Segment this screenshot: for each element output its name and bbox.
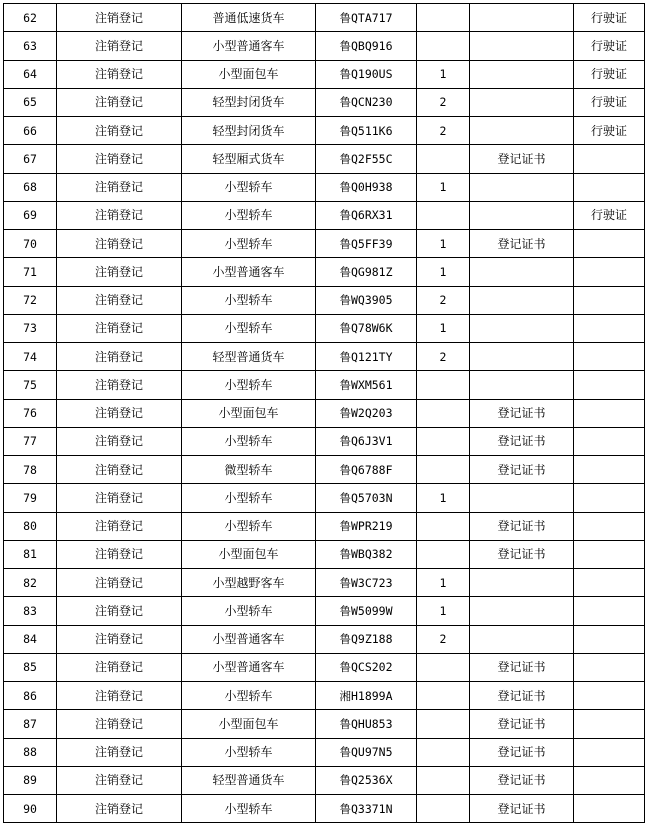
cell-registration-certificate: 登记证书 (470, 738, 574, 766)
cell-registration-certificate (470, 201, 574, 229)
cell-driving-license (574, 230, 645, 258)
cell-plates-recovered: 1 (417, 60, 470, 88)
cell-plate-number: 鲁Q511K6 (316, 117, 417, 145)
cell-row-number: 87 (4, 710, 57, 738)
cell-plates-recovered (417, 653, 470, 681)
cell-plates-recovered: 2 (417, 286, 470, 314)
cell-registration-certificate (470, 258, 574, 286)
table-row (4, 173, 645, 201)
cell-plates-recovered (417, 399, 470, 427)
cell-vehicle-type: 轻型厢式货车 (182, 145, 316, 173)
cell-registration-certificate (470, 625, 574, 653)
table-row (4, 597, 645, 625)
cell-registration-certificate (470, 371, 574, 399)
cell-plate-number: 鲁WPR219 (316, 512, 417, 540)
table-row (4, 4, 645, 32)
cell-plate-number: 鲁Q0H938 (316, 173, 417, 201)
cell-plate-number: 鲁QCS202 (316, 653, 417, 681)
cell-plates-recovered (417, 371, 470, 399)
cell-driving-license (574, 484, 645, 512)
cell-business-type: 注销登记 (57, 512, 182, 540)
cell-driving-license (574, 399, 645, 427)
cell-plates-recovered: 1 (417, 258, 470, 286)
cell-plate-number: 鲁Q5FF39 (316, 230, 417, 258)
cell-vehicle-type: 小型轿车 (182, 795, 316, 823)
cell-vehicle-type: 小型轿车 (182, 286, 316, 314)
cell-plate-number: 鲁W5099W (316, 597, 417, 625)
cell-plate-number: 鲁QCN230 (316, 88, 417, 116)
deregistration-table (3, 3, 645, 823)
cell-plates-recovered (417, 201, 470, 229)
cell-business-type: 注销登记 (57, 653, 182, 681)
cell-driving-license (574, 314, 645, 342)
cell-plate-number: 鲁Q6J3V1 (316, 427, 417, 455)
cell-driving-license (574, 286, 645, 314)
cell-driving-license (574, 427, 645, 455)
table-row (4, 710, 645, 738)
cell-registration-certificate (470, 173, 574, 201)
cell-plate-number: 鲁WBQ382 (316, 540, 417, 568)
table-row (4, 286, 645, 314)
cell-vehicle-type: 小型越野客车 (182, 569, 316, 597)
cell-driving-license (574, 597, 645, 625)
cell-row-number: 64 (4, 60, 57, 88)
cell-row-number: 63 (4, 32, 57, 60)
cell-plates-recovered (417, 456, 470, 484)
cell-row-number: 75 (4, 371, 57, 399)
cell-registration-certificate: 登记证书 (470, 399, 574, 427)
cell-row-number: 70 (4, 230, 57, 258)
table-row (4, 427, 645, 455)
cell-row-number: 88 (4, 738, 57, 766)
cell-registration-certificate (470, 343, 574, 371)
cell-driving-license (574, 512, 645, 540)
cell-plates-recovered (417, 738, 470, 766)
cell-plates-recovered: 2 (417, 88, 470, 116)
cell-vehicle-type: 小型面包车 (182, 540, 316, 568)
cell-vehicle-type: 小型轿车 (182, 173, 316, 201)
cell-registration-certificate (470, 88, 574, 116)
cell-registration-certificate (470, 484, 574, 512)
table-body (4, 4, 645, 823)
table-row (4, 371, 645, 399)
cell-business-type: 注销登记 (57, 795, 182, 823)
cell-plate-number: 鲁Q6788F (316, 456, 417, 484)
cell-business-type: 注销登记 (57, 230, 182, 258)
cell-business-type: 注销登记 (57, 738, 182, 766)
cell-driving-license (574, 766, 645, 794)
cell-plate-number: 鲁Q5703N (316, 484, 417, 512)
cell-business-type: 注销登记 (57, 597, 182, 625)
cell-plates-recovered: 2 (417, 625, 470, 653)
cell-plates-recovered (417, 32, 470, 60)
cell-registration-certificate: 登记证书 (470, 710, 574, 738)
table-row (4, 145, 645, 173)
cell-business-type: 注销登记 (57, 484, 182, 512)
cell-plates-recovered (417, 512, 470, 540)
cell-business-type: 注销登记 (57, 766, 182, 794)
cell-plates-recovered (417, 540, 470, 568)
cell-vehicle-type: 小型普通客车 (182, 32, 316, 60)
cell-vehicle-type: 小型轿车 (182, 371, 316, 399)
table-row (4, 682, 645, 710)
cell-plates-recovered (417, 766, 470, 794)
cell-row-number: 68 (4, 173, 57, 201)
cell-registration-certificate (470, 569, 574, 597)
cell-plates-recovered: 1 (417, 484, 470, 512)
cell-row-number: 69 (4, 201, 57, 229)
cell-row-number: 85 (4, 653, 57, 681)
cell-registration-certificate: 登记证书 (470, 795, 574, 823)
cell-registration-certificate: 登记证书 (470, 512, 574, 540)
cell-row-number: 83 (4, 597, 57, 625)
cell-business-type: 注销登记 (57, 625, 182, 653)
cell-row-number: 66 (4, 117, 57, 145)
cell-driving-license: 行驶证 (574, 201, 645, 229)
cell-vehicle-type: 轻型封闭货车 (182, 117, 316, 145)
table-row (4, 625, 645, 653)
cell-driving-license (574, 371, 645, 399)
cell-plate-number: 鲁Q190US (316, 60, 417, 88)
cell-plates-recovered: 1 (417, 314, 470, 342)
cell-business-type: 注销登记 (57, 371, 182, 399)
cell-vehicle-type: 小型轿车 (182, 682, 316, 710)
cell-driving-license (574, 456, 645, 484)
cell-registration-certificate: 登记证书 (470, 145, 574, 173)
cell-business-type: 注销登记 (57, 173, 182, 201)
table-row (4, 738, 645, 766)
cell-registration-certificate (470, 286, 574, 314)
cell-registration-certificate (470, 117, 574, 145)
cell-registration-certificate (470, 597, 574, 625)
cell-business-type: 注销登记 (57, 456, 182, 484)
cell-driving-license: 行驶证 (574, 32, 645, 60)
cell-registration-certificate (470, 4, 574, 32)
cell-plate-number: 鲁Q78W6K (316, 314, 417, 342)
table-row (4, 32, 645, 60)
cell-row-number: 73 (4, 314, 57, 342)
cell-business-type: 注销登记 (57, 399, 182, 427)
cell-plates-recovered (417, 145, 470, 173)
cell-plate-number: 鲁Q121TY (316, 343, 417, 371)
cell-business-type: 注销登记 (57, 343, 182, 371)
cell-plates-recovered (417, 427, 470, 455)
cell-plates-recovered: 1 (417, 597, 470, 625)
cell-driving-license (574, 569, 645, 597)
cell-row-number: 82 (4, 569, 57, 597)
cell-plate-number: 鲁Q9Z188 (316, 625, 417, 653)
cell-business-type: 注销登记 (57, 540, 182, 568)
table-row (4, 569, 645, 597)
cell-vehicle-type: 小型面包车 (182, 399, 316, 427)
cell-vehicle-type: 小型普通客车 (182, 653, 316, 681)
cell-vehicle-type: 小型轿车 (182, 738, 316, 766)
cell-registration-certificate (470, 32, 574, 60)
cell-plate-number: 鲁WQ3905 (316, 286, 417, 314)
cell-business-type: 注销登记 (57, 286, 182, 314)
cell-plates-recovered: 1 (417, 173, 470, 201)
cell-plates-recovered: 2 (417, 117, 470, 145)
cell-vehicle-type: 小型面包车 (182, 60, 316, 88)
cell-row-number: 76 (4, 399, 57, 427)
cell-row-number: 72 (4, 286, 57, 314)
table-row (4, 230, 645, 258)
cell-row-number: 67 (4, 145, 57, 173)
cell-vehicle-type: 微型轿车 (182, 456, 316, 484)
cell-driving-license (574, 682, 645, 710)
cell-vehicle-type: 轻型普通货车 (182, 766, 316, 794)
cell-plates-recovered: 2 (417, 343, 470, 371)
cell-vehicle-type: 小型面包车 (182, 710, 316, 738)
cell-business-type: 注销登记 (57, 427, 182, 455)
table-row (4, 314, 645, 342)
cell-row-number: 65 (4, 88, 57, 116)
cell-plate-number: 鲁Q6RX31 (316, 201, 417, 229)
cell-row-number: 84 (4, 625, 57, 653)
cell-plates-recovered (417, 4, 470, 32)
cell-driving-license (574, 653, 645, 681)
cell-business-type: 注销登记 (57, 60, 182, 88)
cell-row-number: 86 (4, 682, 57, 710)
table-row (4, 258, 645, 286)
cell-driving-license (574, 258, 645, 286)
table-row (4, 766, 645, 794)
table-row (4, 201, 645, 229)
cell-row-number: 74 (4, 343, 57, 371)
cell-business-type: 注销登记 (57, 145, 182, 173)
cell-business-type: 注销登记 (57, 682, 182, 710)
cell-vehicle-type: 轻型封闭货车 (182, 88, 316, 116)
cell-vehicle-type: 小型轿车 (182, 597, 316, 625)
cell-plate-number: 鲁QBQ916 (316, 32, 417, 60)
cell-plate-number: 鲁QHU853 (316, 710, 417, 738)
cell-row-number: 89 (4, 766, 57, 794)
cell-business-type: 注销登记 (57, 117, 182, 145)
cell-vehicle-type: 小型普通客车 (182, 258, 316, 286)
cell-registration-certificate: 登记证书 (470, 682, 574, 710)
cell-driving-license: 行驶证 (574, 60, 645, 88)
cell-plate-number: 鲁W2Q203 (316, 399, 417, 427)
cell-vehicle-type: 小型轿车 (182, 314, 316, 342)
cell-plate-number: 湘H1899A (316, 682, 417, 710)
cell-business-type: 注销登记 (57, 32, 182, 60)
cell-plates-recovered: 1 (417, 569, 470, 597)
cell-business-type: 注销登记 (57, 314, 182, 342)
cell-driving-license (574, 540, 645, 568)
table-row (4, 456, 645, 484)
cell-registration-certificate: 登记证书 (470, 766, 574, 794)
cell-plate-number: 鲁Q2F55C (316, 145, 417, 173)
cell-driving-license: 行驶证 (574, 4, 645, 32)
cell-plate-number: 鲁QTA717 (316, 4, 417, 32)
cell-vehicle-type: 小型轿车 (182, 230, 316, 258)
table-row (4, 88, 645, 116)
table-row (4, 484, 645, 512)
cell-row-number: 79 (4, 484, 57, 512)
cell-vehicle-type: 小型轿车 (182, 512, 316, 540)
cell-plate-number: 鲁QU97N5 (316, 738, 417, 766)
cell-row-number: 81 (4, 540, 57, 568)
cell-driving-license (574, 343, 645, 371)
table-row (4, 512, 645, 540)
cell-plate-number: 鲁Q2536X (316, 766, 417, 794)
cell-row-number: 90 (4, 795, 57, 823)
cell-vehicle-type: 普通低速货车 (182, 4, 316, 32)
cell-vehicle-type: 小型轿车 (182, 484, 316, 512)
table-row (4, 60, 645, 88)
cell-registration-certificate: 登记证书 (470, 540, 574, 568)
cell-plates-recovered (417, 682, 470, 710)
cell-vehicle-type: 小型轿车 (182, 201, 316, 229)
cell-driving-license: 行驶证 (574, 117, 645, 145)
cell-business-type: 注销登记 (57, 4, 182, 32)
table-row (4, 653, 645, 681)
cell-registration-certificate: 登记证书 (470, 456, 574, 484)
cell-vehicle-type: 小型轿车 (182, 427, 316, 455)
cell-plates-recovered (417, 710, 470, 738)
cell-business-type: 注销登记 (57, 88, 182, 116)
cell-business-type: 注销登记 (57, 258, 182, 286)
cell-driving-license (574, 625, 645, 653)
cell-business-type: 注销登记 (57, 710, 182, 738)
cell-registration-certificate: 登记证书 (470, 427, 574, 455)
cell-plate-number: 鲁WXM561 (316, 371, 417, 399)
cell-driving-license (574, 145, 645, 173)
cell-business-type: 注销登记 (57, 569, 182, 597)
cell-registration-certificate (470, 314, 574, 342)
cell-business-type: 注销登记 (57, 201, 182, 229)
cell-driving-license (574, 710, 645, 738)
cell-plate-number: 鲁Q3371N (316, 795, 417, 823)
table-row (4, 540, 645, 568)
table-row (4, 117, 645, 145)
table-row (4, 399, 645, 427)
cell-vehicle-type: 轻型普通货车 (182, 343, 316, 371)
cell-plate-number: 鲁QG981Z (316, 258, 417, 286)
cell-plates-recovered: 1 (417, 230, 470, 258)
cell-row-number: 62 (4, 4, 57, 32)
cell-registration-certificate: 登记证书 (470, 230, 574, 258)
cell-registration-certificate (470, 60, 574, 88)
cell-driving-license (574, 173, 645, 201)
cell-registration-certificate: 登记证书 (470, 653, 574, 681)
cell-driving-license (574, 738, 645, 766)
cell-row-number: 77 (4, 427, 57, 455)
cell-driving-license: 行驶证 (574, 88, 645, 116)
cell-row-number: 78 (4, 456, 57, 484)
cell-vehicle-type: 小型普通客车 (182, 625, 316, 653)
cell-plate-number: 鲁W3C723 (316, 569, 417, 597)
cell-row-number: 80 (4, 512, 57, 540)
table-row (4, 343, 645, 371)
cell-row-number: 71 (4, 258, 57, 286)
